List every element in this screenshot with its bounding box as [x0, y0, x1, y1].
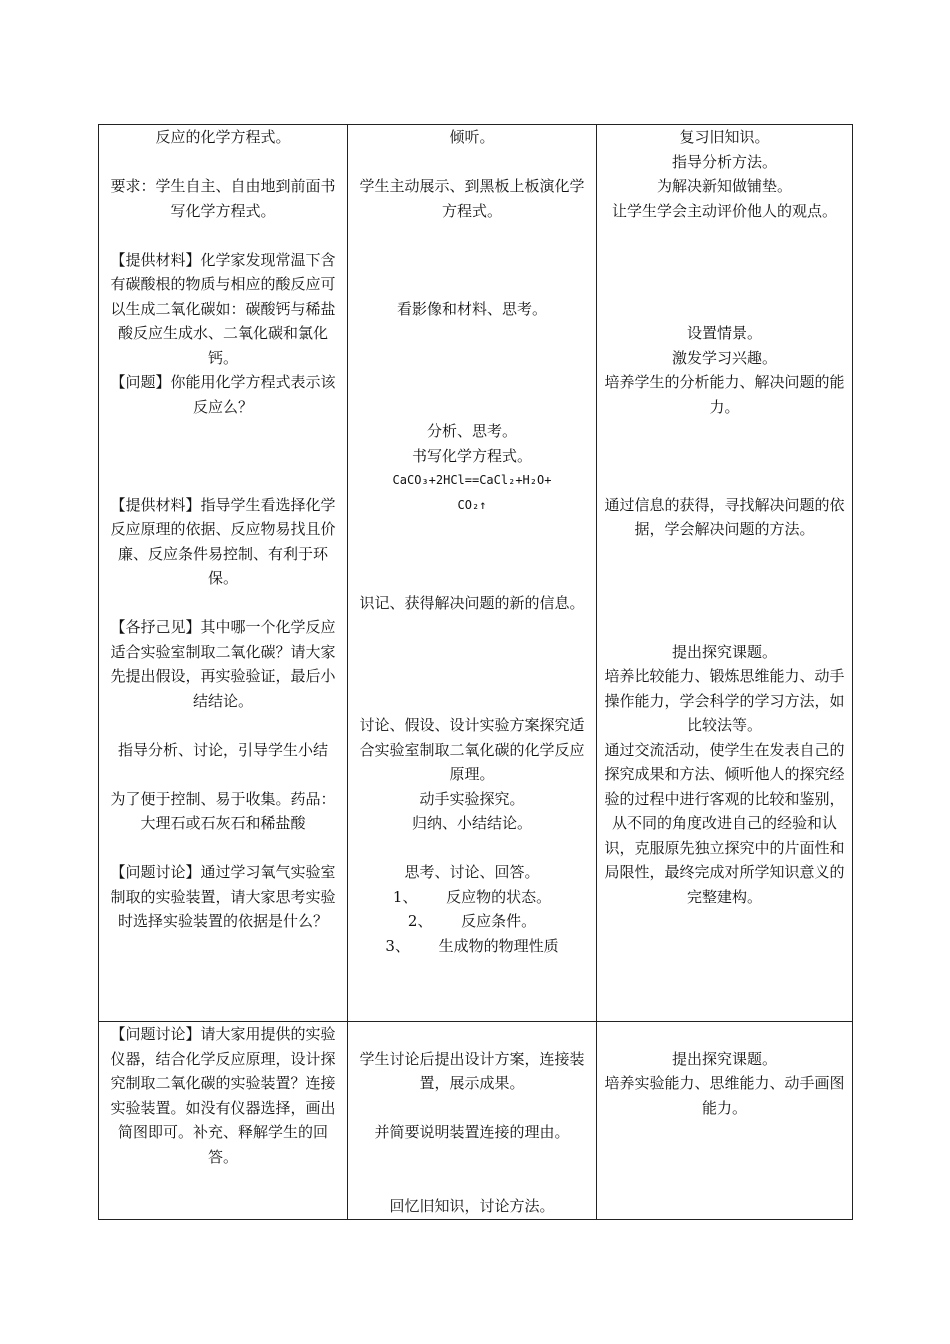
text-line: 思考、讨论、回答。 — [404, 863, 540, 881]
text-line: 激发学习兴趣。 — [671, 348, 777, 367]
student-activity-cell — [348, 1022, 597, 1220]
text-line: 提出探究课题。 — [671, 1049, 777, 1068]
text-line: 回忆旧知识，讨论方法。 — [389, 1196, 555, 1215]
text-line: 让学生学会主动评价他人的观点。 — [611, 201, 837, 220]
text-line: 动手实验探究。 — [419, 789, 525, 808]
text-line: 培养比较能力、锻炼思维能力、动手操作能力，学会科学的学习方法，如比较法等。 — [604, 667, 845, 734]
text-line: 【问题讨论】请大家用提供的实验仪器，结合化学反应原理，设计探究制取二氧化碳的实验装置？连接实验装置。如没有仪器选择，画出简图即可。补充、释解学生的回答。 — [110, 1025, 336, 1166]
text-line: 【问题讨论】通过学习氧气实验室制取的实验装置，请大家思考实验时选择实验装置的依据是什么？ — [110, 863, 336, 930]
text-line: 【提供材料】化学家发现常温下含有碳酸根的物质与相应的酸反应可以生成二氧化碳如：碳酸钙与稀盐酸反应生成水、二氧化碳和氯化钙。 — [110, 250, 336, 367]
text-line: 指导分析、讨论，引导学生小结 — [117, 740, 328, 759]
text-line: 看影像和材料、思考。 — [396, 299, 547, 318]
text-line: 分析、思考。 — [426, 422, 517, 440]
text-line: 通过信息的获得，寻找解决问题的依据，学会解决问题的方法。 — [604, 495, 845, 538]
text-line: 设置情景。 — [686, 324, 762, 342]
design-intent-cell — [597, 125, 853, 1022]
text-line: 归纳、小结结论。 — [411, 814, 532, 832]
text-line: 提出探究课题。 — [671, 642, 777, 661]
list-item: 1、 反应物的状态。 — [392, 887, 552, 906]
text-line: 【各抒己见】其中哪一个化学反应适合实验室制取二氧化碳？请大家先提出假设，再实验验证，最后小结结论。 — [110, 618, 336, 710]
lesson-plan-table — [98, 124, 853, 1220]
text-line: 书写化学方程式。 — [411, 446, 532, 465]
teacher-activity-cell — [99, 125, 348, 1022]
table-row — [99, 125, 853, 1022]
text-line: 培养学生的分析能力、解决问题的能力。 — [604, 373, 845, 416]
text-line: 为解决新知做铺垫。 — [656, 177, 792, 195]
list-item: 3、 生成物的物理性质 — [385, 936, 559, 955]
text-line: 倾听。 — [449, 128, 495, 146]
text-line: 通过交流活动，使学生在发表自己的探究成果和方法、倾听他人的探究经验的过程中进行客观的比较和鉴别，从不同的角度改进自己的经验和认识，克服原先独立探究中的片面性和局限性，最终完成对所学知识意义的完整建构。 — [604, 740, 845, 906]
text-line: 识记、获得解决问题的新的信息。 — [359, 593, 585, 612]
text-line: 要求：学生自主、自由地到前面书写化学方程式。 — [110, 177, 336, 220]
text-line: 【提供材料】指导学生看选择化学反应原理的依据、反应物易找且价廉、反应条件易控制、有利于环保。 — [110, 495, 336, 587]
list-item: 2、 反应条件。 — [407, 912, 537, 930]
text-line: 培养实验能力、思维能力、动手画图能力。 — [604, 1074, 845, 1117]
text-line: 为了便于控制、易于收集。药品：大理石或石灰石和稀盐酸 — [110, 789, 336, 832]
text-line: 反应的化学方程式。 — [155, 128, 291, 146]
text-line: 学生主动展示、到黑板上板演化学方程式。 — [359, 177, 585, 220]
text-line: 并简要说明装置连接的理由。 — [374, 1123, 570, 1141]
text-line: 【问题】你能用化学方程式表示该反应么？ — [110, 373, 336, 416]
chemical-equation: CaCO₃+2HCl==CaCl₂+H₂O+ — [392, 473, 552, 487]
text-line: 复习旧知识。 — [679, 128, 770, 146]
text-line: 讨论、假设、设计实验方案探究适合实验室制取二氧化碳的化学反应原理。 — [359, 716, 585, 783]
student-activity-cell — [348, 125, 597, 1022]
chemical-equation-continued: CO₂↑ — [457, 497, 487, 512]
text-line: 学生讨论后提出设计方案，连接装置，展示成果。 — [359, 1049, 585, 1092]
table-row — [99, 1022, 853, 1220]
design-intent-cell — [597, 1022, 853, 1220]
teacher-activity-cell — [99, 1022, 348, 1220]
text-line: 指导分析方法。 — [671, 152, 777, 171]
